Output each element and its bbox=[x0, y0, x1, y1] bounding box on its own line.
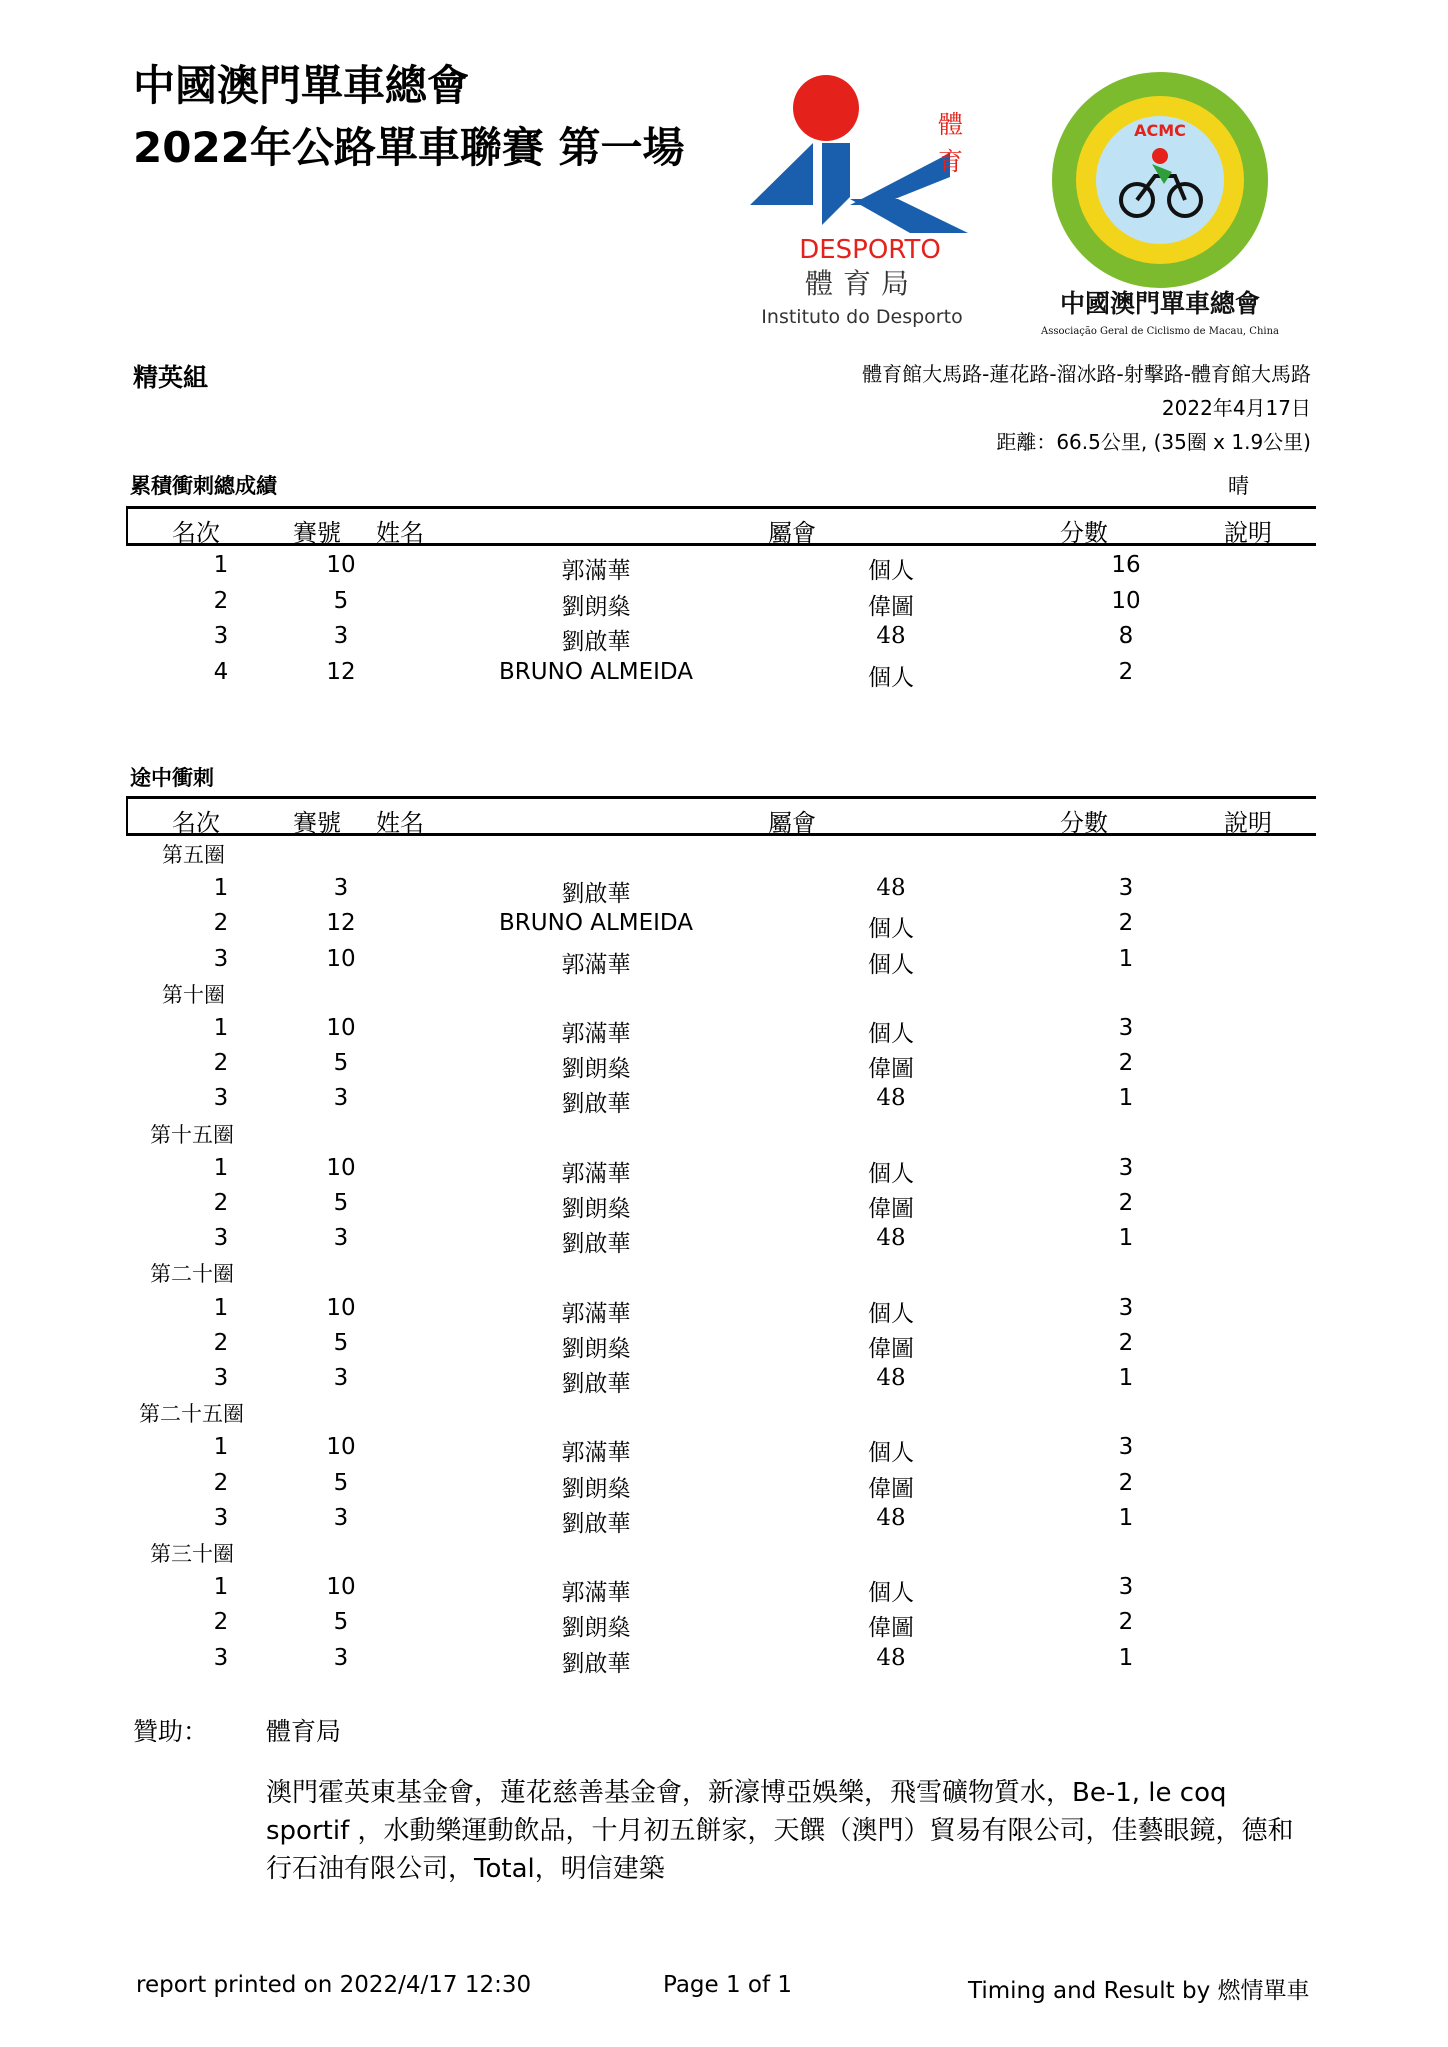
club-cell: 個人 bbox=[868, 916, 914, 943]
name-cell: 劉朗燊 bbox=[561, 1196, 631, 1222]
rank-cell: 1 bbox=[213, 1015, 229, 1041]
bib-cell: 3 bbox=[333, 1365, 349, 1391]
club-cell: 48 bbox=[876, 623, 906, 649]
table-row bbox=[126, 588, 1316, 623]
bib-cell: 10 bbox=[326, 1434, 356, 1461]
name-cell: 劉朗燊 bbox=[561, 1335, 631, 1362]
desporto-logo bbox=[750, 75, 990, 330]
name-cell: 劉啟華 bbox=[561, 1091, 631, 1118]
name-cell: 郭滿華 bbox=[561, 1021, 631, 1047]
bib-cell: 12 bbox=[326, 910, 356, 937]
bib-cell: 5 bbox=[333, 587, 349, 614]
acmc-pt-name: Associação Geral de Ciclismo de Macau, China bbox=[1041, 326, 1279, 337]
page-number: Page 1 of 1 bbox=[663, 1972, 793, 1998]
col-rank: 名次 bbox=[172, 519, 220, 547]
table-row bbox=[126, 623, 1316, 658]
race-distance: 距離：66.5公里, (35圈 x 1.9公里) bbox=[996, 430, 1311, 454]
points-cell: 3 bbox=[1118, 1574, 1134, 1601]
bib-cell: 5 bbox=[333, 1329, 349, 1356]
name-cell: 劉啟華 bbox=[561, 629, 631, 655]
timing-credit: Timing and Result by 燃情單車 bbox=[968, 1978, 1310, 2004]
table-row bbox=[126, 1574, 1316, 1609]
name-cell: 劉朗燊 bbox=[561, 1056, 631, 1083]
acmc-logo bbox=[1040, 72, 1280, 342]
points-cell: 1 bbox=[1118, 1085, 1134, 1112]
rank-cell: 4 bbox=[213, 658, 229, 685]
rank-cell: 2 bbox=[213, 1190, 229, 1216]
bib-cell: 5 bbox=[333, 1050, 349, 1077]
points-cell: 10 bbox=[1111, 587, 1141, 614]
category-label: 精英組 bbox=[133, 363, 209, 392]
rank-cell: 2 bbox=[213, 587, 229, 614]
race-info bbox=[862, 357, 1311, 459]
table-row bbox=[126, 1434, 1316, 1469]
col-points: 分數 bbox=[1060, 519, 1108, 547]
route-text: 體育館大馬路-蓮花路-溜冰路-射擊路-體育館大馬路 bbox=[862, 362, 1311, 386]
rank-cell: 1 bbox=[213, 1434, 229, 1461]
club-cell: 個人 bbox=[868, 1300, 914, 1327]
club-cell: 偉圖 bbox=[868, 1615, 914, 1642]
event-title: 2022年公路單車聯賽 第一場 bbox=[133, 123, 685, 172]
bib-cell: 3 bbox=[333, 623, 349, 649]
col-club: 屬會 bbox=[768, 519, 816, 547]
points-cell: 1 bbox=[1118, 1644, 1134, 1671]
name-cell: 劉啟華 bbox=[561, 1650, 631, 1677]
rank-cell: 3 bbox=[213, 1504, 229, 1531]
rank-cell: 2 bbox=[213, 1469, 229, 1496]
rank-cell: 1 bbox=[213, 875, 229, 902]
name-cell: 劉啟華 bbox=[561, 1371, 631, 1397]
bib-cell: 3 bbox=[333, 1644, 349, 1671]
table-row bbox=[126, 910, 1316, 945]
overall-header bbox=[126, 506, 1316, 546]
name-cell: BRUNO ALMEIDA bbox=[499, 658, 693, 685]
name-cell: 劉朗燊 bbox=[561, 1615, 631, 1642]
rank-cell: 3 bbox=[213, 1644, 229, 1671]
rank-cell: 2 bbox=[213, 1609, 229, 1636]
lap-group bbox=[126, 839, 1316, 874]
club-cell: 48 bbox=[876, 1504, 906, 1531]
col-points: 分數 bbox=[1060, 809, 1108, 837]
org-title: 中國澳門單車總會 bbox=[133, 61, 470, 110]
club-cell: 48 bbox=[876, 1644, 906, 1671]
club-cell: 偉圖 bbox=[868, 1475, 914, 1502]
table-row bbox=[126, 1365, 1316, 1400]
club-cell: 個人 bbox=[868, 664, 914, 691]
lap-group bbox=[126, 1538, 1316, 1573]
bib-cell: 3 bbox=[333, 1504, 349, 1531]
points-cell: 2 bbox=[1118, 1329, 1134, 1356]
rank-cell: 1 bbox=[213, 1154, 229, 1181]
points-cell: 2 bbox=[1118, 1469, 1134, 1496]
name-cell: 郭滿華 bbox=[561, 1440, 631, 1467]
name-cell: 劉啟華 bbox=[561, 881, 631, 908]
club-cell: 偉圖 bbox=[868, 593, 914, 620]
svg-text:育 bbox=[938, 147, 963, 176]
club-cell: 個人 bbox=[868, 951, 914, 978]
bib-cell: 5 bbox=[333, 1609, 349, 1636]
club-cell: 48 bbox=[876, 1365, 906, 1391]
acmc-abbr: ACMC bbox=[1134, 121, 1186, 140]
lap-group bbox=[126, 1258, 1316, 1293]
table-row bbox=[126, 1190, 1316, 1225]
points-cell: 2 bbox=[1118, 1190, 1134, 1216]
club-cell: 48 bbox=[876, 1085, 906, 1112]
rank-cell: 3 bbox=[213, 1365, 229, 1391]
table-row bbox=[126, 1225, 1316, 1260]
name-cell: 郭滿華 bbox=[561, 951, 631, 978]
club-cell: 48 bbox=[876, 1225, 906, 1252]
desporto-sun-icon bbox=[793, 75, 859, 141]
name-cell: 郭滿華 bbox=[561, 558, 631, 584]
bib-cell: 10 bbox=[326, 1154, 356, 1181]
table-row bbox=[126, 1645, 1316, 1680]
desporto-pt-name: Instituto do Desporto bbox=[761, 306, 963, 328]
acmc-cn-name: 中國澳門單車總會 bbox=[1059, 289, 1261, 318]
points-cell: 3 bbox=[1118, 1294, 1134, 1321]
lap-group bbox=[126, 979, 1316, 1014]
col-remarks: 說明 bbox=[1224, 809, 1272, 837]
bib-cell: 5 bbox=[333, 1469, 349, 1496]
sponsor-main: 體育局 bbox=[266, 1717, 342, 1746]
points-cell: 2 bbox=[1118, 1050, 1134, 1077]
race-date: 2022年4月17日 bbox=[1161, 396, 1311, 420]
name-cell: 劉朗燊 bbox=[561, 1475, 631, 1502]
col-rank: 名次 bbox=[172, 809, 220, 837]
bib-cell: 3 bbox=[333, 875, 349, 902]
rank-cell: 3 bbox=[213, 1085, 229, 1112]
points-cell: 1 bbox=[1118, 1504, 1134, 1531]
rank-cell: 3 bbox=[213, 623, 229, 649]
rank-cell: 3 bbox=[213, 1225, 229, 1252]
name-cell: BRUNO ALMEIDA bbox=[499, 910, 693, 937]
club-cell: 個人 bbox=[868, 558, 914, 584]
points-cell: 1 bbox=[1118, 945, 1134, 972]
rank-cell: 2 bbox=[213, 1050, 229, 1077]
rank-cell: 2 bbox=[213, 910, 229, 937]
bib-cell: 10 bbox=[326, 552, 356, 578]
points-cell: 16 bbox=[1111, 552, 1141, 578]
points-cell: 3 bbox=[1118, 1434, 1134, 1461]
desporto-side-text-1: 體 bbox=[938, 110, 964, 139]
rank-cell: 3 bbox=[213, 945, 229, 972]
name-cell: 郭滿華 bbox=[561, 1300, 631, 1327]
col-club: 屬會 bbox=[768, 809, 816, 837]
rank-cell: 1 bbox=[213, 1574, 229, 1601]
club-cell: 偉圖 bbox=[868, 1196, 914, 1222]
bib-cell: 3 bbox=[333, 1085, 349, 1112]
points-cell: 2 bbox=[1118, 658, 1134, 685]
points-cell: 3 bbox=[1118, 1154, 1134, 1181]
points-cell: 1 bbox=[1118, 1225, 1134, 1252]
name-cell: 劉朗燊 bbox=[561, 593, 631, 620]
table-row bbox=[126, 1295, 1316, 1330]
table-row bbox=[126, 1085, 1316, 1120]
desporto-wordmark: DESPORTO bbox=[799, 235, 941, 265]
points-cell: 8 bbox=[1118, 623, 1134, 649]
name-cell: 劉啟華 bbox=[561, 1231, 631, 1258]
intermediate-header bbox=[126, 796, 1316, 836]
sponsor-label: 贊助： bbox=[133, 1717, 209, 1746]
club-cell: 個人 bbox=[868, 1021, 914, 1047]
rank-cell: 2 bbox=[213, 1329, 229, 1356]
table-row bbox=[126, 552, 1316, 587]
overall-title: 累積衝刺總成績 bbox=[130, 474, 277, 498]
table-row bbox=[126, 1050, 1316, 1085]
club-cell: 個人 bbox=[868, 1580, 914, 1607]
desporto-cn-name: 體育局 bbox=[804, 267, 920, 300]
points-cell: 3 bbox=[1118, 875, 1134, 902]
bib-cell: 10 bbox=[326, 1574, 356, 1601]
table-row bbox=[126, 1330, 1316, 1365]
lap-label: 第十五圈 bbox=[150, 1122, 234, 1147]
sponsor-list: 澳門霍英東基金會，蓮花慈善基金會，新濠博亞娛樂，飛雪礦物質水，Be-1, le coq sportif ，水動樂運動飲品，十月初五餅家，天饌（澳門）貿易有限公司，佳藝眼鏡，德和行石油有限公司，Total，明信建築 bbox=[266, 1778, 1294, 1884]
lap-label: 第十圈 bbox=[162, 982, 225, 1007]
lap-group bbox=[126, 1398, 1316, 1433]
bib-cell: 5 bbox=[333, 1190, 349, 1216]
bib-cell: 10 bbox=[326, 1294, 356, 1321]
table-row bbox=[126, 659, 1316, 694]
lap-label: 第五圈 bbox=[162, 843, 225, 867]
points-cell: 2 bbox=[1118, 1609, 1134, 1636]
name-cell: 劉啟華 bbox=[561, 1510, 631, 1537]
col-bib: 賽號 bbox=[293, 519, 341, 547]
points-cell: 2 bbox=[1118, 910, 1134, 937]
table-row bbox=[126, 1470, 1316, 1505]
table-row bbox=[126, 1505, 1316, 1540]
intermediate-title: 途中衝刺 bbox=[130, 766, 214, 790]
printed-on: report printed on 2022/4/17 12:30 bbox=[136, 1972, 532, 1998]
rank-cell: 1 bbox=[213, 1294, 229, 1321]
lap-label: 第二十圈 bbox=[150, 1262, 234, 1287]
bib-cell: 10 bbox=[326, 1015, 356, 1041]
weather: 晴 bbox=[1228, 474, 1249, 498]
name-cell: 郭滿華 bbox=[561, 1160, 631, 1187]
lap-label: 第二十五圈 bbox=[139, 1402, 244, 1427]
table-row bbox=[126, 1609, 1316, 1644]
name-cell: 郭滿華 bbox=[561, 1580, 631, 1607]
bib-cell: 12 bbox=[326, 658, 356, 685]
desporto-side-text: 育 bbox=[938, 147, 964, 176]
table-row bbox=[126, 1015, 1316, 1050]
table-row bbox=[126, 946, 1316, 981]
lap-group bbox=[126, 1119, 1316, 1154]
rank-cell: 1 bbox=[213, 552, 229, 578]
col-name: 姓名 bbox=[376, 809, 424, 837]
table-row bbox=[126, 875, 1316, 910]
bib-cell: 3 bbox=[333, 1225, 349, 1252]
table-row bbox=[126, 1155, 1316, 1190]
col-name: 姓名 bbox=[376, 519, 424, 547]
club-cell: 偉圖 bbox=[868, 1056, 914, 1083]
bib-cell: 10 bbox=[326, 945, 356, 972]
lap-label: 第三十圈 bbox=[150, 1542, 234, 1566]
col-remarks: 說明 bbox=[1224, 519, 1272, 547]
club-cell: 48 bbox=[876, 875, 906, 902]
points-cell: 1 bbox=[1118, 1365, 1134, 1391]
points-cell: 3 bbox=[1118, 1015, 1134, 1041]
col-bib: 賽號 bbox=[293, 809, 341, 837]
club-cell: 個人 bbox=[868, 1440, 914, 1467]
club-cell: 個人 bbox=[868, 1160, 914, 1187]
club-cell: 偉圖 bbox=[868, 1335, 914, 1362]
